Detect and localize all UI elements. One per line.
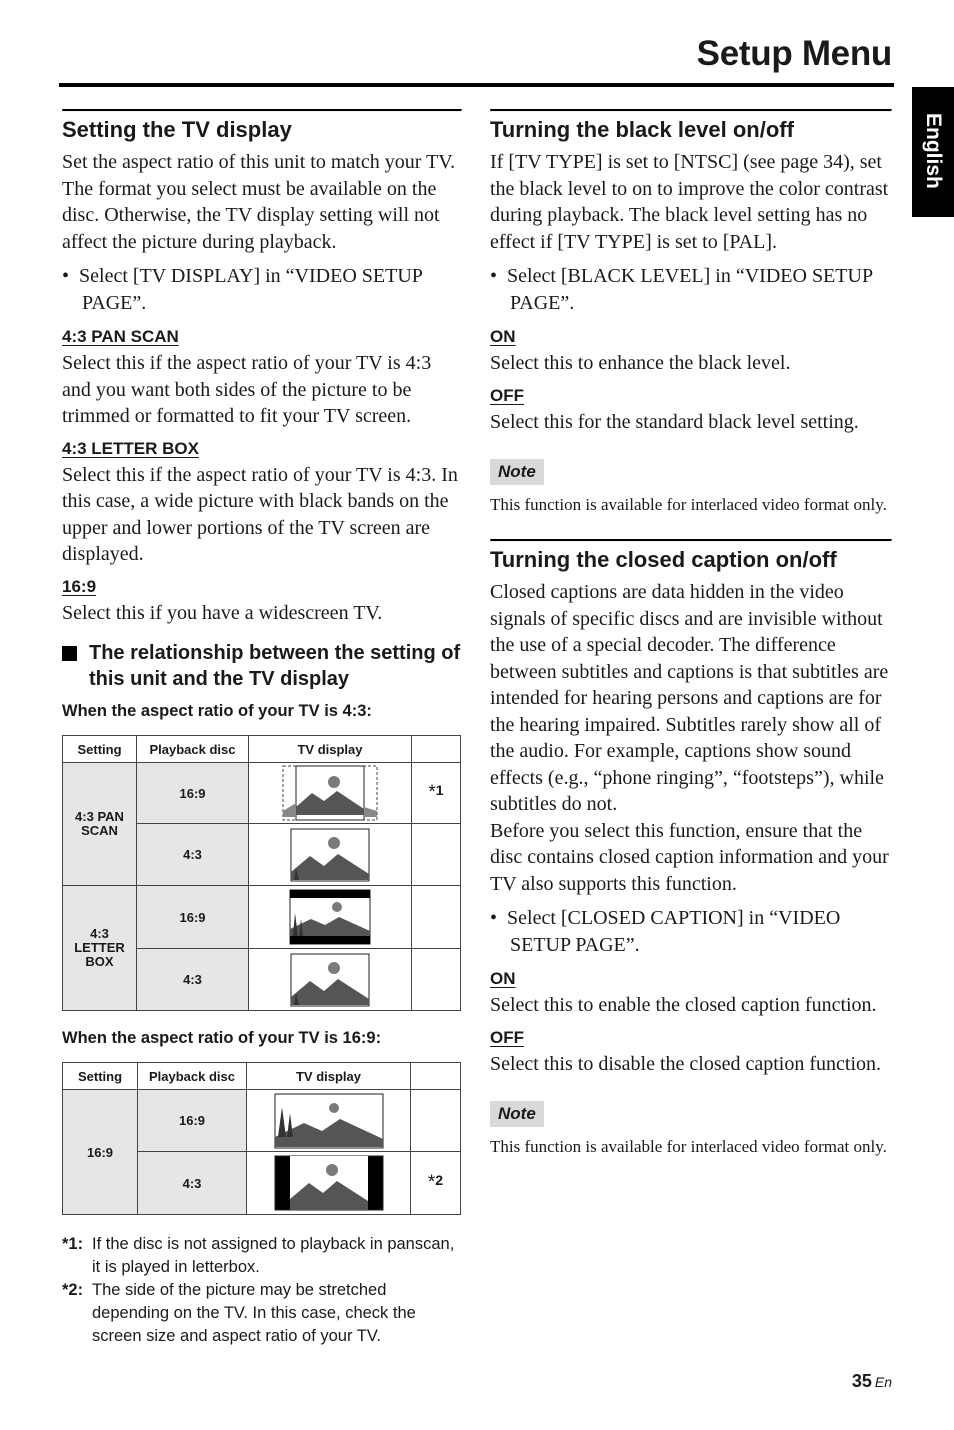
table-tv-16-9 (62, 1062, 461, 1215)
tv-display-bullet: • Select [TV DISPLAY] in “VIDEO SETUP PAGE”. (62, 265, 423, 314)
note-label: Note (490, 1101, 544, 1127)
setting-cell-wide: 16:9 (63, 1090, 138, 1215)
col-header-note (411, 1063, 461, 1090)
section-title-black-level: Turning the black level on/off (490, 117, 794, 142)
disc-cell: 16:9 (137, 763, 249, 824)
table1-caption: When the aspect ratio of your TV is 4:3: (62, 702, 372, 720)
footnote-text: The side of the picture may be stretched depending on the TV. In this case, check the screen size and aspect ratio of your TV. (92, 1281, 416, 1345)
disc-cell: 16:9 (138, 1090, 247, 1152)
flag-cell (412, 763, 461, 824)
flag-cell (411, 1090, 461, 1152)
tv-display-intro: Set the aspect ratio of this unit to match your TV. The format you select must be available on the disc. Otherwise, the TV display setting will not affect the picture during playback. (62, 151, 456, 253)
left-column (62, 109, 462, 1348)
col-header-note (412, 736, 461, 763)
closed-caption-on-text: Select this to enable the closed caption function. (490, 994, 877, 1016)
closed-caption-intro-1: Closed captions are data hidden in the video signals of specific discs and are invisible without the use of a special decoder. The difference between subtitles and captions is that subtitles are intended for hearing persons and captions are for the hearing impaired. Subtitles rarely show all of the audio. For example, captions show sound effects (e.g., “phone ringing”, “footsteps”), while subtitles do not. (490, 581, 889, 815)
flag-cell (412, 824, 461, 886)
setting-label: 4:3 PAN SCAN (75, 809, 124, 838)
section-rule (490, 109, 892, 112)
black-level-bullet: • Select [BLACK LEVEL] in “VIDEO SETUP PAGE”. (490, 265, 873, 314)
note-text: This function is available for interlaced video format only. (490, 1137, 887, 1156)
page-number-value: 35 (851, 1371, 872, 1391)
square-bullet-icon (62, 646, 77, 661)
black-level-intro: If [TV TYPE] is set to [NTSC] (see page 34), set the black level to on to improve the color contrast during playback. The black level setting has no effect if [TV TYPE] is set to [PAL]. (490, 151, 889, 253)
wide-wide-image (274, 1093, 384, 1149)
disc-cell: 4:3 (137, 949, 249, 1011)
setting-cell-letter-box (63, 886, 137, 1011)
option-label-letter-box: 4:3 LETTER BOX (62, 438, 199, 458)
tv-display-cell (249, 824, 412, 886)
option-label-wide: 16:9 (62, 576, 97, 596)
flag-number: 2 (435, 1172, 444, 1188)
table-tv-4-3 (62, 735, 461, 1011)
page-title: Setup Menu (696, 34, 892, 73)
closed-caption-bullet-text: Select [CLOSED CAPTION] in “VIDEO SETUP PAGE”. (507, 907, 841, 956)
wide-normal-image (274, 1155, 384, 1211)
footnote (62, 1279, 462, 1348)
letterbox-normal-image (290, 953, 370, 1007)
table-row (63, 886, 461, 949)
panscan-wide-image (282, 765, 378, 821)
flag-number: 1 (435, 782, 444, 798)
tv-display-cell (247, 1152, 411, 1215)
black-level-off-label: OFF (490, 385, 524, 405)
black-level-on-label: ON (490, 327, 516, 346)
setting-label: 4:3 LETTER BOX (74, 926, 125, 969)
table-row (63, 763, 461, 824)
tv-display-cell (247, 1090, 411, 1152)
closed-caption-off-text: Select this to disable the closed caption function. (490, 1052, 882, 1075)
option-text-wide: Select this if you have a widescreen TV. (62, 601, 383, 624)
section-rule (490, 539, 892, 542)
setting-cell-pan-scan (63, 763, 137, 886)
black-level-off-text: Select this for the standard black level setting. (490, 410, 859, 433)
section-rule (62, 109, 462, 112)
closed-caption-off-label: OFF (490, 1027, 524, 1047)
flag-star: * (427, 1172, 436, 1193)
col-header-display: TV display (249, 736, 412, 763)
panscan-normal-image (290, 828, 370, 882)
flag-cell (412, 949, 461, 1011)
col-header-setting: Setting (63, 1063, 138, 1090)
footnote-mark: *2: (62, 1281, 84, 1299)
option-text-pan-scan: Select this if the aspect ratio of your TV is 4:3 and you want both sides of the picture to be trimmed or formatted to fit your TV screen. (62, 352, 432, 427)
disc-cell: 16:9 (137, 886, 249, 949)
disc-cell: 4:3 (137, 824, 249, 886)
flag-cell (411, 1152, 461, 1215)
table-header-row (63, 1063, 461, 1090)
tv-display-cell (249, 763, 412, 824)
black-level-bullet-text: Select [BLACK LEVEL] in “VIDEO SETUP PAGE”. (507, 265, 873, 314)
footnote-text: If the disc is not assigned to playback in panscan, it is played in letterbox. (92, 1235, 455, 1276)
right-column (490, 109, 892, 1173)
col-header-disc: Playback disc (137, 736, 249, 763)
disc-cell: 4:3 (138, 1152, 247, 1215)
closed-caption-intro-2: Before you select this function, ensure that the disc contains closed caption information and your TV also supports this function. (490, 819, 889, 895)
relationship-heading-text: The relationship between the setting of this unit and the TV display (89, 642, 461, 690)
language-tab: English (912, 87, 954, 217)
flag-star: * (428, 782, 436, 803)
tv-display-bullet-text: Select [TV DISPLAY] in “VIDEO SETUP PAGE”. (79, 265, 423, 314)
black-level-on-text: Select this to enhance the black level. (490, 352, 791, 374)
table-row (63, 1090, 461, 1152)
tv-display-cell (249, 886, 412, 949)
closed-caption-on-label: ON (490, 969, 516, 988)
option-label-pan-scan: 4:3 PAN SCAN (62, 327, 179, 346)
page-number (852, 1371, 892, 1392)
option-text-letter-box: Select this if the aspect ratio of your TV is 4:3. In this case, a wide picture with black bands on the upper and lower portions of the TV screen are displayed. (62, 463, 458, 565)
table2-caption: When the aspect ratio of your TV is 16:9: (62, 1029, 382, 1047)
relationship-heading (62, 640, 462, 692)
footnote (62, 1233, 462, 1279)
col-header-display: TV display (247, 1063, 411, 1090)
section-title-closed-caption: Turning the closed caption on/off (490, 547, 837, 572)
section-title-tv-display: Setting the TV display (62, 117, 292, 142)
table-header-row (63, 736, 461, 763)
footnote-mark: *1: (62, 1235, 84, 1253)
col-header-disc: Playback disc (138, 1063, 247, 1090)
note-label: Note (490, 459, 544, 485)
tv-display-cell (249, 949, 412, 1011)
page-language-suffix: En (874, 1374, 892, 1390)
title-rule (59, 83, 894, 87)
closed-caption-bullet: • Select [CLOSED CAPTION] in “VIDEO SETUP PAGE”. (490, 907, 841, 956)
col-header-setting: Setting (63, 736, 137, 763)
flag-cell (412, 886, 461, 949)
note-text: This function is available for interlaced video format only. (490, 495, 887, 514)
letterbox-wide-image (289, 889, 371, 945)
